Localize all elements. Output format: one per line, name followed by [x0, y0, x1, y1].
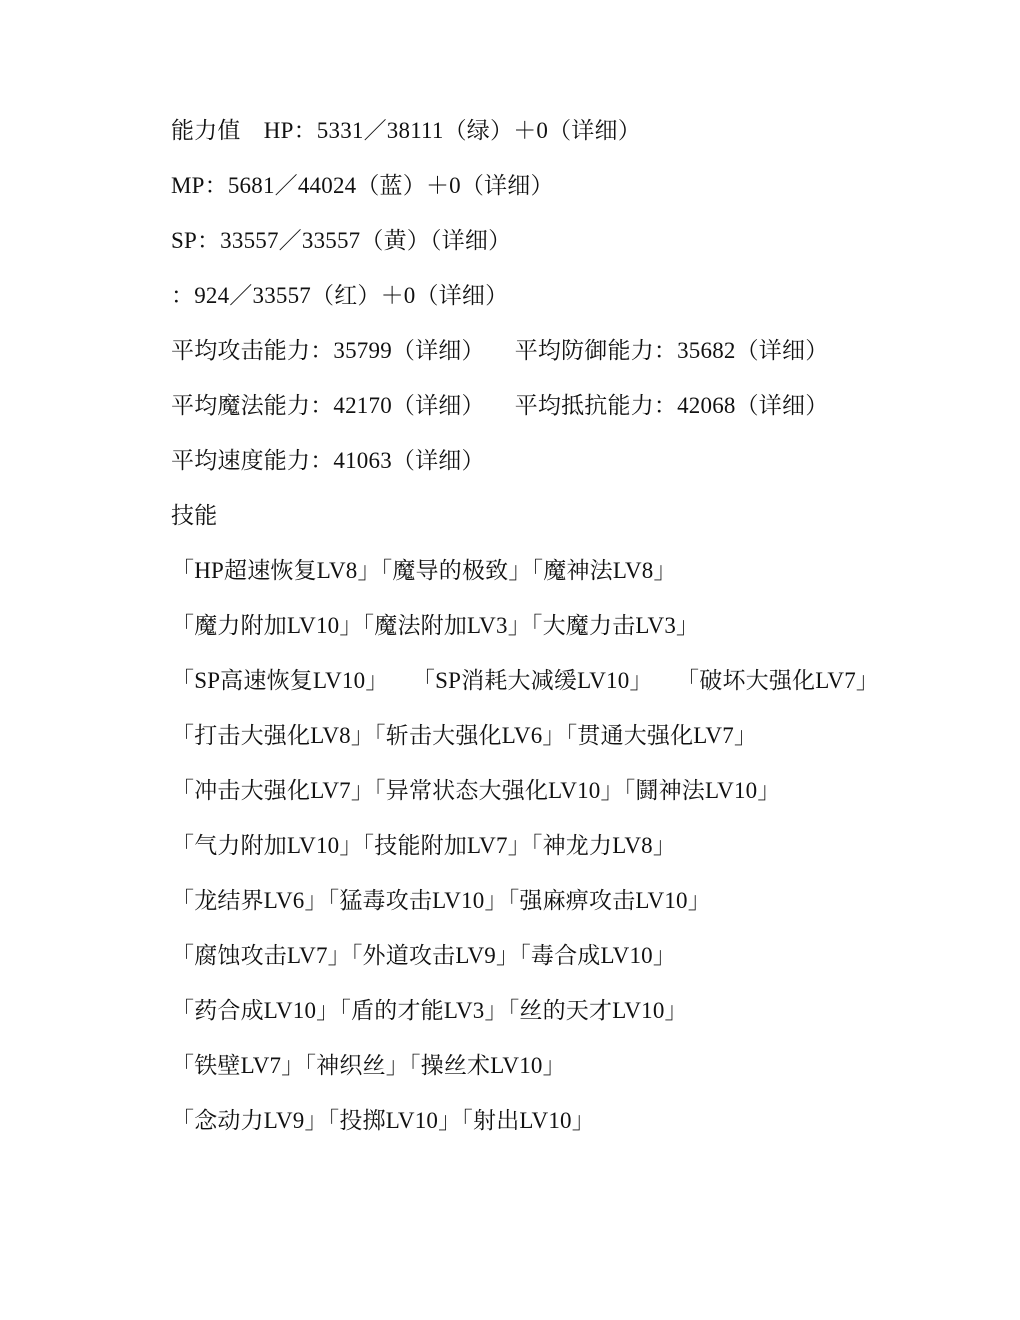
- skills-line: 「SP高速恢复LV10」 「SP消耗大减缓LV10」 「破坏大强化LV7」: [171, 668, 880, 693]
- skills-line: 「龙结界LV6」「猛毒攻击LV10」「强麻痹攻击LV10」: [171, 888, 711, 913]
- skills-line: 「念动力LV9」「投掷LV10」「射出LV10」: [171, 1108, 595, 1133]
- stats-hp-line: 能力值 HP：5331／38111（绿）＋0（详细）: [171, 118, 641, 143]
- stats-defense: 平均防御能力：35682（详细）: [514, 338, 829, 363]
- skills-heading: 技能: [171, 503, 218, 528]
- skills-line: 「气力附加LV10」「技能附加LV7」「神龙力LV8」: [171, 833, 677, 858]
- skills-line: 「打击大强化LV8」「斩击大强化LV6」「贯通大强化LV7」: [171, 723, 758, 748]
- stats-attack: 平均攻击能力：35799（详细）: [171, 338, 485, 363]
- skills-line: 「药合成LV10」「盾的才能LV3」「丝的天才LV10」: [171, 998, 688, 1023]
- stats-red-line: ：924／33557（红）＋0（详细）: [171, 283, 509, 308]
- skills-line: 「魔力附加LV10」「魔法附加LV3」「大魔力击LV3」: [171, 613, 700, 638]
- stats-sp-line: SP：33557／33557（黄）（详细）: [171, 228, 512, 253]
- document-body: [120, 116, 900, 1161]
- stats-attack-defense-line: [120, 336, 900, 366]
- skills-line: 「冲击大强化LV7」「异常状态大强化LV10」「鬪神法LV10」: [171, 778, 781, 803]
- skills-line: 「铁壁LV7」「神织丝」「操丝术LV10」: [171, 1053, 566, 1078]
- stats-speed-line: 平均速度能力：41063（详细）: [171, 448, 485, 473]
- stats-magic: 平均魔法能力：42170（详细）: [171, 393, 485, 418]
- skills-line: 「腐蚀攻击LV7」「外道攻击LV9」「毒合成LV10」: [171, 943, 677, 968]
- stats-mp-line: MP：5681／44024（蓝）＋0（详细）: [171, 173, 554, 198]
- stats-magic-resist-line: [120, 391, 900, 421]
- stats-resist: 平均抵抗能力：42068（详细）: [514, 393, 829, 418]
- skills-line: 「HP超速恢复LV8」「魔导的极致」「魔神法LV8」: [171, 558, 677, 583]
